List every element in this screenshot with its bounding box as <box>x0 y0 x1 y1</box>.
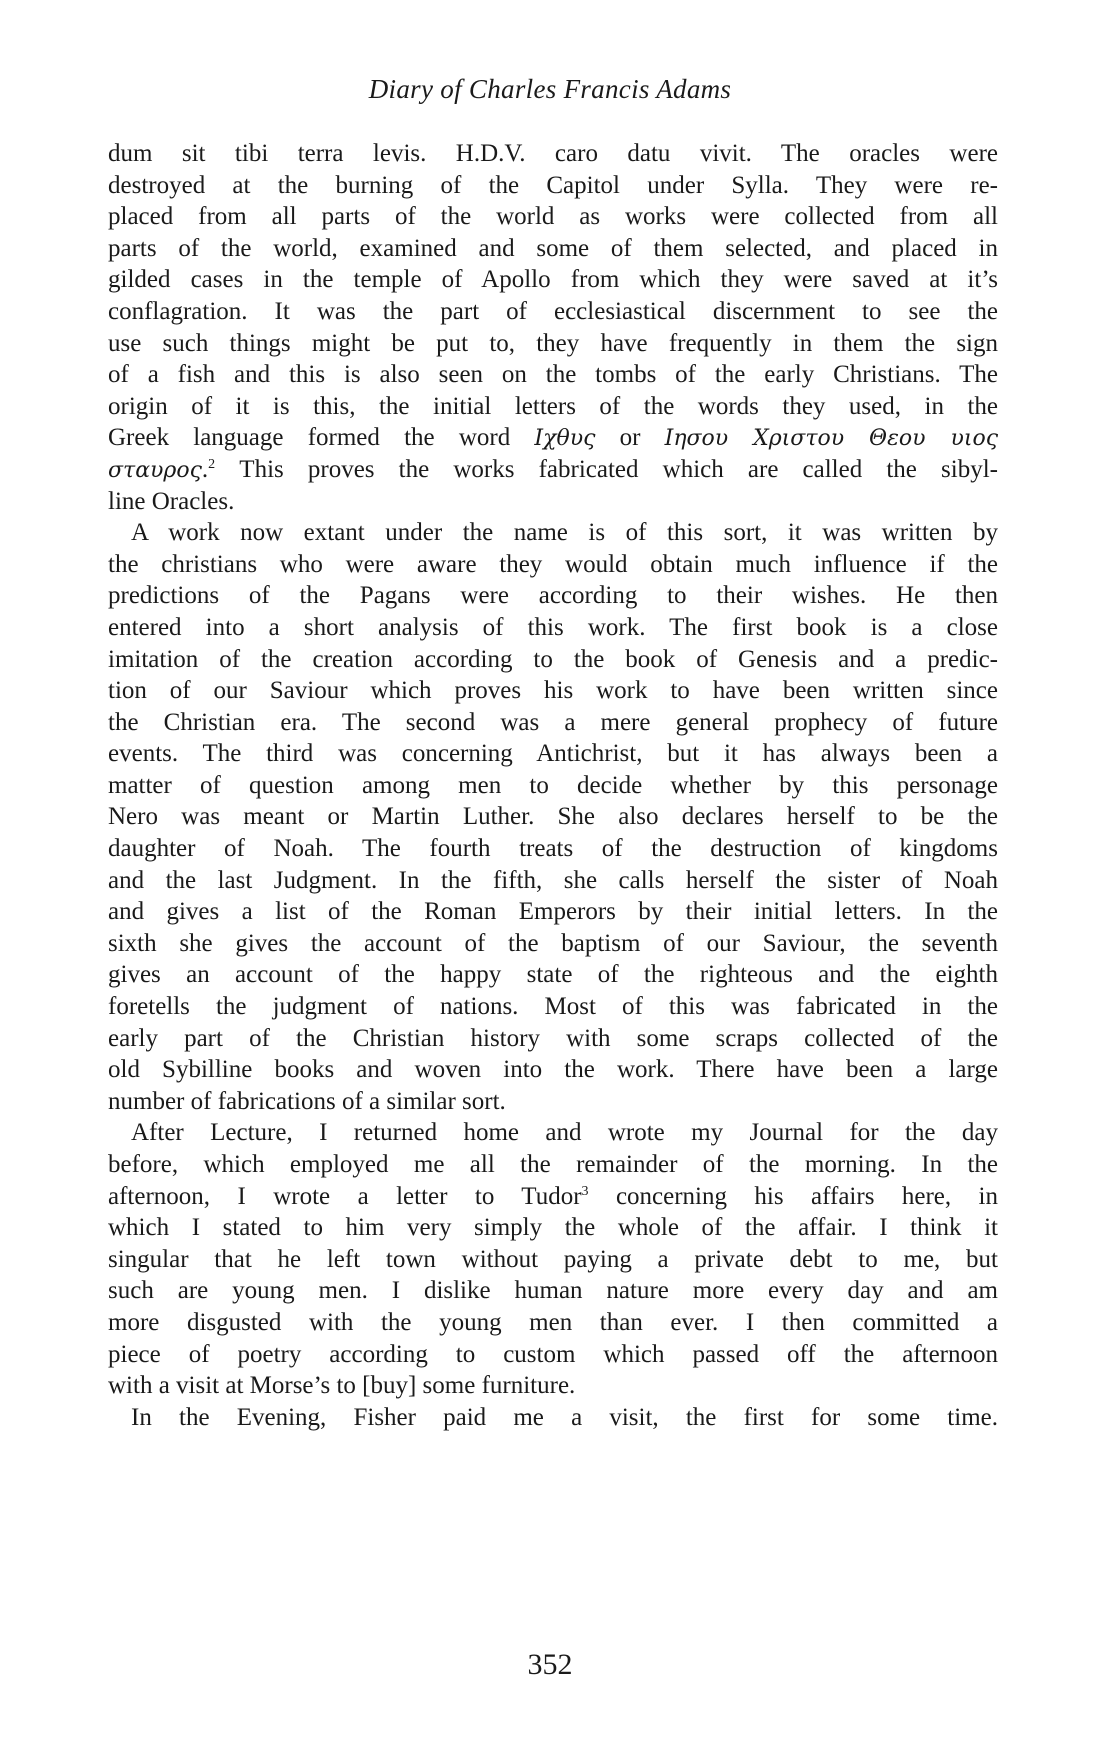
text-line <box>108 486 998 518</box>
text-line <box>108 675 998 707</box>
text-line <box>108 1244 998 1276</box>
text-segment: old Sybilline books and woven into the work. There have been a large <box>108 1056 998 1084</box>
text-line <box>108 1370 998 1402</box>
text-line <box>108 1117 998 1149</box>
text-line <box>108 233 998 265</box>
text-line <box>108 391 998 423</box>
text-segment: In the Evening, Fisher paid me a visit, the first for some time. <box>131 1403 998 1431</box>
text-segment: foretells the judgment of nations. Most of this was fabricated in the <box>108 993 998 1021</box>
text-line <box>108 644 998 676</box>
text-line <box>108 896 998 928</box>
text-line <box>108 296 998 328</box>
greek-text: Ιχθυς <box>534 426 596 452</box>
text-segment: After Lecture, I returned home and wrote my Journal for the day <box>131 1119 998 1147</box>
text-line <box>108 1149 998 1181</box>
text-segment: matter of question among men to decide whether by this personage <box>108 771 998 799</box>
text-segment: predictions of the Pagans were according to their wishes. He then <box>108 582 998 610</box>
text-line <box>108 454 998 486</box>
text-segment: singular that he left town without paying a private debt to me, but <box>108 1245 998 1273</box>
text-segment: use such things might be put to, they have frequently in them the sign <box>108 329 998 357</box>
text-line <box>108 738 998 770</box>
text-segment: line Oracles. <box>108 487 235 515</box>
text-line <box>108 1181 998 1213</box>
text-segment: afternoon, I wrote a letter to Tudor <box>108 1182 582 1210</box>
text-line <box>108 1402 998 1434</box>
text-segment: such are young men. I dislike human nature more every day and am <box>108 1277 998 1305</box>
text-line <box>108 707 998 739</box>
text-line <box>108 991 998 1023</box>
text-line <box>108 1212 998 1244</box>
text-segment: before, which employed me all the remainder of the morning. In the <box>108 1151 998 1178</box>
text-segment: events. The third was concerning Antichrist, but it has always been a <box>108 740 998 768</box>
text-segment: early part of the Christian history with some scraps collected of the <box>108 1024 998 1052</box>
text-segment: entered into a short analysis of this work. The first book is a close <box>108 613 998 641</box>
text-segment: A work now extant under the name is of this sort, it was written by <box>131 519 998 547</box>
paragraph <box>108 517 998 1117</box>
text-line <box>108 801 998 833</box>
text-line <box>108 833 998 865</box>
text-segment: gilded cases in the temple of Apollo from which they were saved at it’s <box>108 266 998 294</box>
paragraph <box>108 1402 998 1434</box>
text-line <box>108 517 998 549</box>
text-line <box>108 580 998 612</box>
text-segment: conflagration. It was the part of ecclesiastical discernment to see the <box>108 297 998 325</box>
text-segment: This proves the works fabricated which are called the sibyl- <box>215 455 998 483</box>
paragraph <box>108 138 998 517</box>
text-segment: sixth she gives the account of the baptism of our Saviour, the seventh <box>108 929 998 957</box>
text-line <box>108 1275 998 1307</box>
text-segment: parts of the world, examined and some of them selected, and placed in <box>108 234 998 262</box>
text-line <box>108 422 998 454</box>
text-segment: and the last Judgment. In the fifth, she calls herself the sister of Noah <box>108 866 998 894</box>
paragraph <box>108 1117 998 1401</box>
text-segment: imitation of the creation according to the book of Genesis and a predic- <box>108 645 998 673</box>
text-segment: Greek language formed the word <box>108 424 535 452</box>
text-segment: concerning his affairs here, in <box>588 1182 998 1210</box>
text-segment: daughter of Noah. The fourth treats of the destruction of kingdoms <box>108 835 998 863</box>
text-segment: or <box>595 424 665 452</box>
text-line <box>108 865 998 897</box>
text-segment: placed from all parts of the world as works were collected from all <box>108 203 998 231</box>
text-segment: the Christian era. The second was a mere general prophecy of future <box>108 708 998 736</box>
text-segment: tion of our Saviour which proves his work to have been written since <box>108 677 998 705</box>
greek-text: Ιησου Χριστου Θεου υιος <box>664 426 999 452</box>
text-segment: of a fish and this is also seen on the tombs of the early Christians. The <box>108 361 998 389</box>
text-line <box>108 138 998 170</box>
body-text <box>108 138 998 1433</box>
text-line <box>108 201 998 233</box>
text-line <box>108 549 998 581</box>
text-line <box>108 959 998 991</box>
text-segment: origin of it is this, the initial letters of the words they used, in the <box>108 392 998 420</box>
running-head: Diary of Charles Francis Adams <box>368 74 732 104</box>
text-segment: gives an account of the happy state of the righteous and the eighth <box>108 961 998 989</box>
text-line <box>108 1339 998 1371</box>
text-line <box>108 1023 998 1055</box>
text-segment: and gives a list of the Roman Emperors by their initial letters. In the <box>108 898 998 926</box>
text-segment: which I stated to him very simply the whole of the affair. I think it <box>108 1214 998 1242</box>
text-line <box>108 359 998 391</box>
text-line <box>108 770 998 802</box>
text-line <box>108 1054 998 1086</box>
text-segment: more disgusted with the young men than ever. I then committed a <box>108 1308 998 1336</box>
text-segment: with a visit at Morse’s to [buy] some furniture. <box>108 1372 576 1400</box>
text-segment: destroyed at the burning of the Capitol under Sylla. They were re- <box>108 171 998 199</box>
text-line <box>108 1307 998 1339</box>
text-line <box>108 928 998 960</box>
text-line <box>108 170 998 202</box>
text-segment: dum sit tibi terra levis. H.D.V. caro datu vivit. The oracles were <box>108 140 998 167</box>
greek-text: σταυρος <box>108 457 202 483</box>
text-line <box>108 264 998 296</box>
text-segment: number of fabrications of a similar sort. <box>108 1087 506 1115</box>
text-segment: piece of poetry according to custom which passed off the afternoon <box>108 1340 998 1368</box>
text-line <box>108 328 998 360</box>
text-segment: the christians who were aware they would obtain much influence if the <box>108 550 998 578</box>
footnote-marker: 2 <box>208 456 216 472</box>
text-segment: . <box>201 455 209 483</box>
text-segment: Nero was meant or Martin Luther. She also declares herself to be the <box>108 803 998 831</box>
text-line <box>108 612 998 644</box>
footnote-marker: 3 <box>581 1183 589 1199</box>
page-number: 352 <box>527 1648 573 1681</box>
text-line <box>108 1086 998 1118</box>
